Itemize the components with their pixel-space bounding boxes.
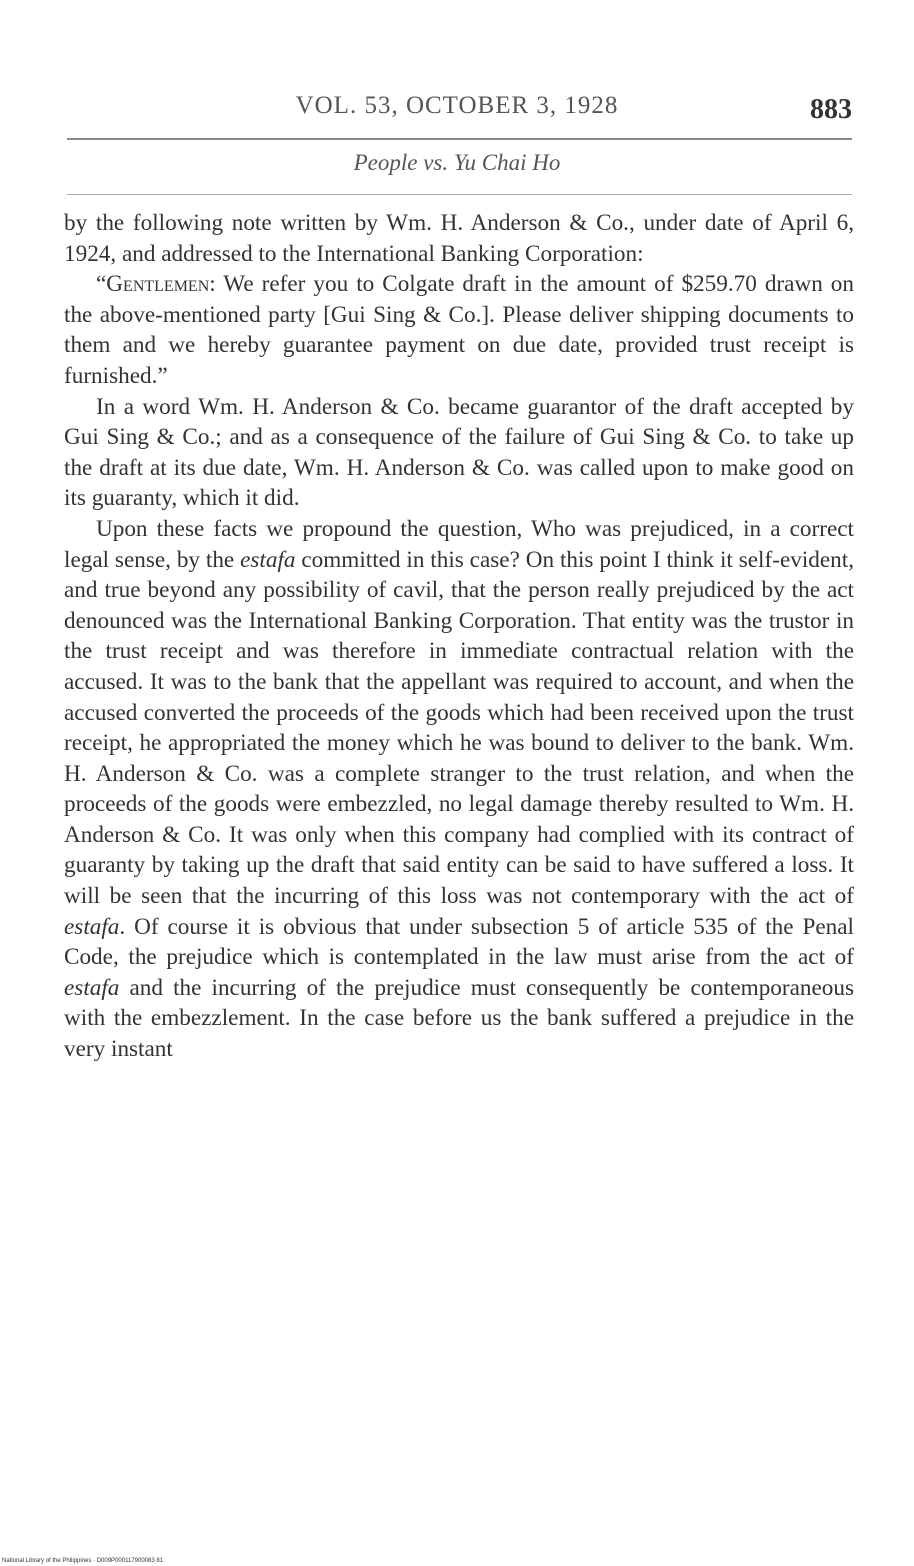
paragraph-4-part-a: Upon these facts we propound the question, Who was prejudiced, in a correct legal sense, by the <box>64 515 854 573</box>
paragraph-4 <box>64 514 854 1065</box>
italic-estafa-1: estafa <box>240 546 296 573</box>
paragraph-1: by the following note written by Wm. H. Anderson & Co., under date of April 6, 1924, and addressed to the International Banking Corporation: <box>64 210 854 267</box>
italic-estafa-2: estafa <box>64 913 120 940</box>
header-rule-bottom <box>67 194 852 195</box>
paragraph-3: In a word Wm. H. Anderson & Co. became guarantor of the draft accepted by Gui Sing & Co.; and as a consequence of the failure of Gui Sing & Co. to take up the draft at its due date, Wm. H. Anderson & Co. was called upon to make good on its guaranty, which it did. <box>64 393 854 512</box>
page-number: 883 <box>810 94 852 125</box>
paragraph-2-text: : We refer you to Colgate draft in the amount of $259.70 drawn on the above-mentioned party [Gui Sing & Co.]. Please deliver shipping documents to them and we hereby guarantee payment on due date, provided trust receipt is furnished.” <box>64 271 854 389</box>
running-title: VOL. 53, OCTOBER 3, 1928 <box>295 92 619 119</box>
paragraph-4-part-b: committed in this case? On this point I think it self-evident, and true beyond any possibility of cavil, that the person really prejudiced by the act denounced was the International Banking Corporation. That entity was the trustor in the trust receipt and was therefore in immediate contractual relation with the accused. It was to the bank that the appellant was required to account, and when the accused converted the proceeds of the goods which had been received upon the trust receipt, he appropriated the money which he was bound to deliver to the bank. Wm. H. Anderson & Co. was a complete stranger to the trust relation, and when the proceeds of the goods were embezzled, no legal damage thereby resulted to Wm. H. Anderson & Co. It was only when this company had complied with its contract of guaranty by taking up the draft that said entity can be said to have suffered a loss. It will be seen that the incurring of this loss was not contemporary with the act of <box>64 546 854 910</box>
open-quote: “ <box>96 271 107 298</box>
italic-estafa-3: estafa <box>64 974 120 1001</box>
case-title: People vs. Yu Chai Ho <box>353 150 561 175</box>
footer-watermark: National Library of the Philippines · D009P000117900083 81 <box>2 1558 164 1564</box>
salutation: Gentlemen <box>106 271 210 298</box>
body-text <box>64 208 854 1065</box>
paragraph-2 <box>64 269 854 391</box>
paragraph-4-part-d: and the incurring of the prejudice must consequently be contemporaneous with the embezzlement. In the case before us the bank suffered a prejudice in the very instant <box>64 974 854 1063</box>
header-rule-top <box>67 138 852 140</box>
paragraph-4-part-c: . Of course it is obvious that under subsection 5 of article 535 of the Penal Code, the prejudice which is contemplated in the law must arise from the act of <box>64 913 854 971</box>
page-header <box>62 92 852 132</box>
